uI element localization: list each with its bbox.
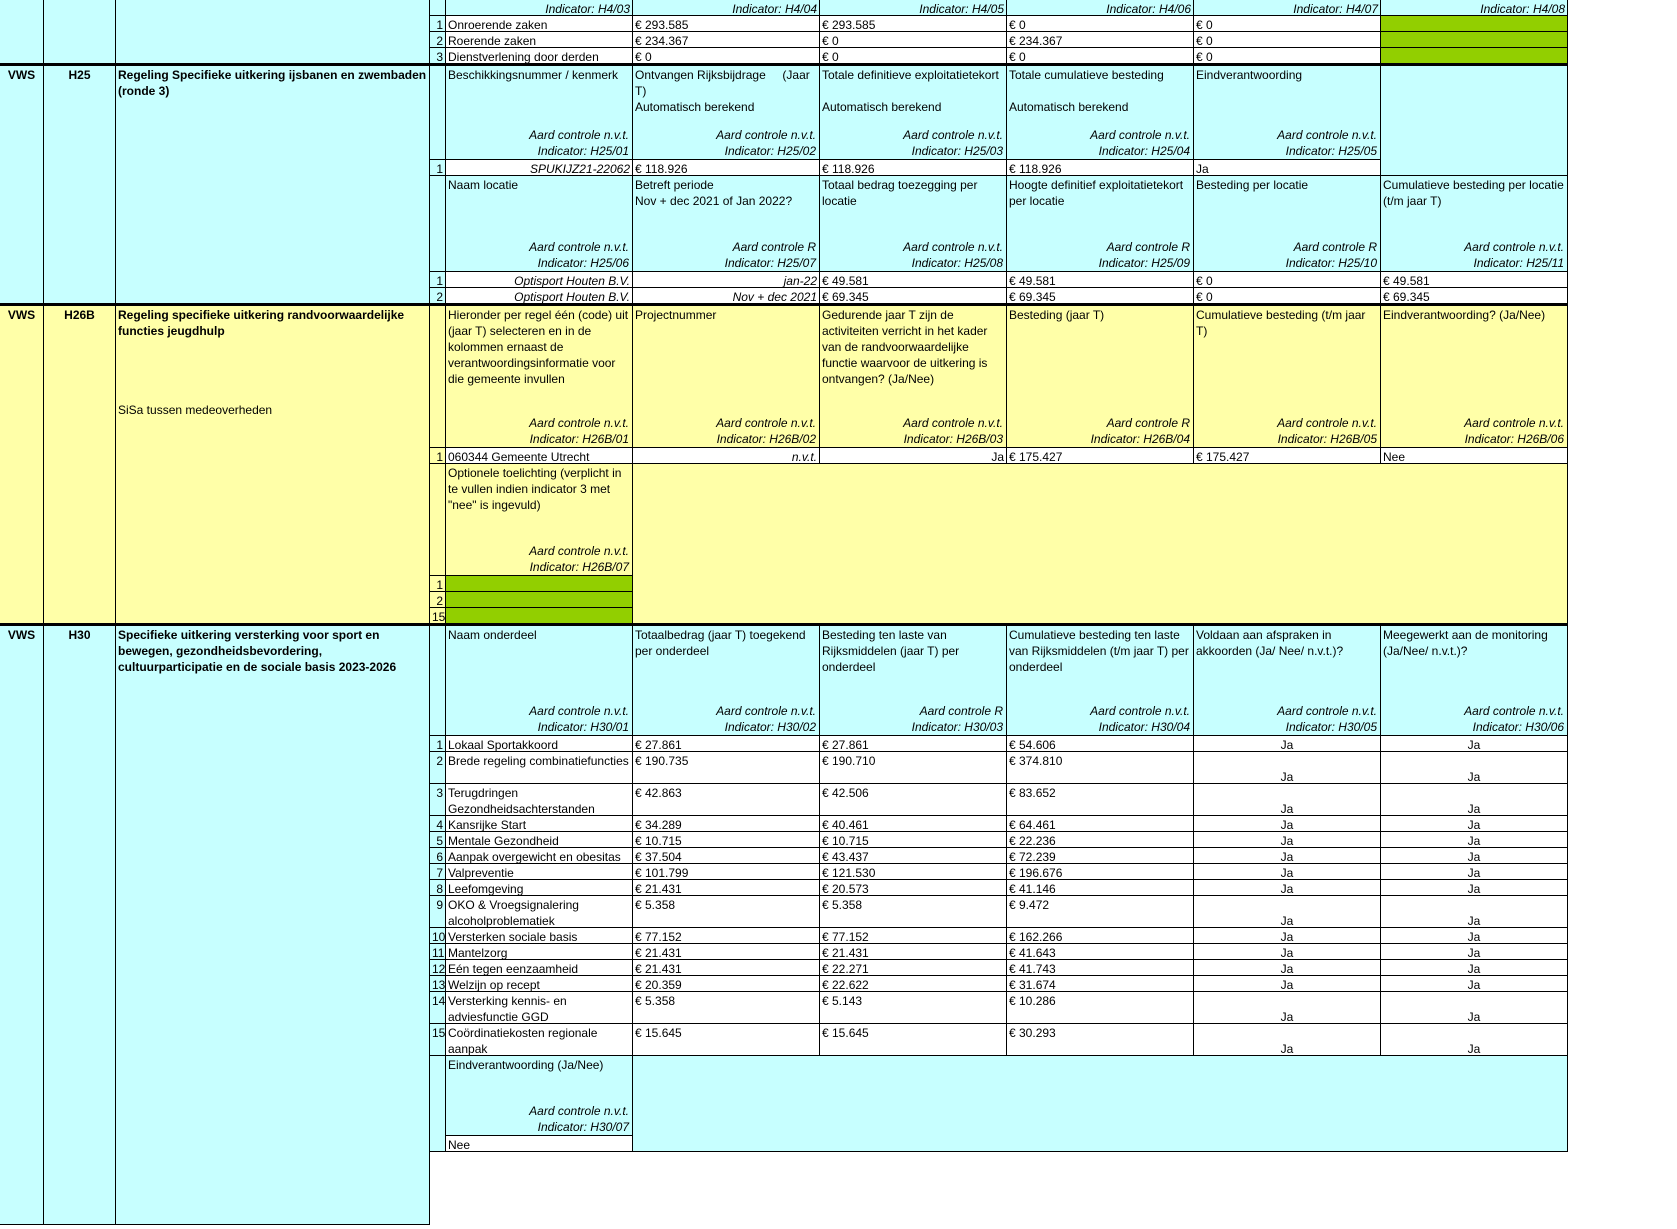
aard-controle: Aard controle n.v.t. [529,128,629,142]
value-cell[interactable]: € 43.437 [820,848,1007,864]
aard-controle: Aard controle R [1293,240,1377,254]
indicator-code: Indicator: H30/03 [911,720,1003,734]
indicator-code: Indicator: H26B/02 [716,432,816,446]
empty-area [633,464,1568,624]
row-number: 7 [430,864,446,880]
row-label: Versterken sociale basis [446,928,633,944]
row-number: 5 [430,832,446,848]
column-header: Besteding per locatie Aard controle R Indicator: H25/10 [1194,176,1381,272]
value-cell[interactable]: € 118.926 [633,160,820,176]
column-header: Totale definitieve exploitatietekort Automatisch berekend Aard controle n.v.t. Indicator: H25/03 [820,64,1007,160]
column-header: Betreft periode Nov + dec 2021 of Jan 2022? Aard controle R Indicator: H25/07 [633,176,820,272]
indicator-code: Indicator: H26B/03 [903,432,1003,446]
row-label: Onroerende zaken [446,16,633,32]
value-cell[interactable]: € 21.431 [633,960,820,976]
aard-controle: Aard controle R [1106,416,1190,430]
control-indicator [903,239,1003,271]
row-number: 8 [430,880,446,896]
value-cell[interactable]: Ja [1194,944,1381,960]
row-number: 13 [432,978,446,992]
row-number-spacer [430,0,446,16]
indicator-label: Indicator: H4/06 [1007,0,1194,16]
value-cell[interactable]: € 69.345 [1007,288,1194,304]
value-cell[interactable]: Ja [1381,960,1568,976]
row-number: 15 [432,610,446,624]
row-label: Versterking kennis- en adviesfunctie GGD [446,992,633,1024]
control-indicator [529,703,629,735]
aard-controle: Aard controle n.v.t. [529,544,629,558]
row-number: 1 [430,16,446,32]
control-indicator [1464,703,1564,735]
value-cell[interactable]: € 234.367 [633,32,820,48]
value-cell[interactable]: € 162.266 [1007,928,1194,944]
control-indicator [1286,239,1377,271]
row-number: 3 [430,48,446,64]
value-cell[interactable]: € 37.504 [633,848,820,864]
aard-controle: Aard controle n.v.t. [716,416,816,430]
column-header: Totaalbedrag (jaar T) toegekend per onderdeel Aard controle n.v.t. Indicator: H30/02 [633,624,820,736]
indicator-code: Indicator: H25/11 [1473,256,1564,270]
control-indicator [529,415,629,447]
input-cell-green[interactable] [446,592,633,608]
value-cell[interactable]: Optisport Houten B.V. [446,272,633,288]
value-cell[interactable]: Ja [1381,848,1568,864]
column-header: Naam locatie Aard controle n.v.t. Indicator: H25/06 [446,176,633,272]
value-cell[interactable]: € 374.810 [1007,752,1194,784]
control-indicator [529,127,629,159]
value-cell[interactable]: Ja [1194,736,1381,752]
value-cell[interactable]: € 15.645 [633,1024,820,1056]
aard-controle: Aard controle n.v.t. [1277,128,1377,142]
input-cell-green[interactable] [1381,32,1568,48]
row-number: 14 [430,992,446,1024]
value-cell[interactable]: € 83.652 [1007,784,1194,816]
aard-controle: Aard controle R [919,704,1003,718]
value-cell[interactable]: Ja [1381,944,1568,960]
section-code: H30 [44,624,116,1225]
value-cell[interactable]: € 77.152 [820,928,1007,944]
value-cell[interactable]: € 27.861 [820,736,1007,752]
value-cell[interactable]: € 10.715 [820,832,1007,848]
value-cell[interactable]: Ja [1381,784,1568,816]
row-label: OKO & Vroegsignalering alcoholproblematiek [446,896,633,928]
control-indicator [529,1103,629,1135]
column-header: Naam onderdeel Aard controle n.v.t. Indicator: H30/01 [446,624,633,736]
row-number: 2 [430,32,446,48]
indicator-code: Indicator: H26B/06 [1464,432,1564,446]
control-indicator [912,703,1003,735]
title-cell-h4 [116,0,430,64]
value-cell[interactable]: € 31.674 [1007,976,1194,992]
value-cell[interactable]: € 42.863 [633,784,820,816]
indicator-code: Indicator: H25/03 [911,144,1003,158]
control-indicator [529,239,629,271]
value-cell[interactable]: 060344 Gemeente Utrecht [446,448,633,464]
indicator-code: Indicator: H26B/04 [1090,432,1190,446]
value-cell[interactable]: Nee [446,1136,633,1152]
value-cell[interactable]: Ja [1381,752,1568,784]
value-cell[interactable]: € 40.461 [820,816,1007,832]
value-cell[interactable]: Ja [1381,832,1568,848]
row-number: 11 [432,946,445,960]
value-cell[interactable]: Ja [1194,848,1381,864]
indicator-code: Indicator: H30/01 [537,720,629,734]
ministry-label: VWS [0,624,44,1225]
control-indicator [1099,239,1190,271]
code-cell-h4 [44,0,116,64]
value-cell[interactable]: € 0 [1007,48,1194,64]
row-number: 12 [432,962,446,976]
column-header: Besteding (jaar T) Aard controle R Indicator: H26B/04 [1007,304,1194,448]
column-header: Eindverantwoording? (Ja/Nee) Aard controle n.v.t. Indicator: H26B/06 [1381,304,1568,448]
value-cell[interactable]: € 0 [1194,16,1381,32]
column-header: Totale cumulatieve besteding Automatisch berekend Aard controle n.v.t. Indicator: H25/04 [1007,64,1194,160]
value-cell[interactable]: € 41.743 [1007,960,1194,976]
value-cell[interactable]: € 49.581 [1007,272,1194,288]
control-indicator [1091,415,1190,447]
control-indicator [1464,415,1564,447]
row-label: Aanpak overgewicht en obesitas [446,848,633,864]
aard-controle: Aard controle n.v.t. [1277,704,1377,718]
control-indicator [716,415,816,447]
value-cell[interactable]: € 0 [1194,32,1381,48]
indicator-code: Indicator: H30/05 [1285,720,1377,734]
value-cell[interactable]: Ja [1194,1024,1381,1056]
row-number: 1 [430,160,446,176]
value-cell[interactable]: Ja [1194,960,1381,976]
indicator-code: Indicator: H30/02 [724,720,816,734]
value-cell[interactable]: Optisport Houten B.V. [446,288,633,304]
aard-controle: Aard controle R [1106,240,1190,254]
indicator-code: Indicator: H25/01 [537,144,629,158]
column-header: Hieronder per regel één (code) uit (jaar T) selecteren en in de kolommen ernaast de verantwoordingsinformatie voor die gemeente invullen Aard controle n.v.t. Indicator: H26B/01 [446,304,633,448]
value-cell[interactable]: € 64.461 [1007,816,1194,832]
aard-controle: Aard controle n.v.t. [529,704,629,718]
row-number: 1 [430,576,446,592]
value-cell[interactable]: € 234.367 [1007,32,1194,48]
value-cell[interactable]: Nee [1381,448,1568,464]
row-number-spacer [430,624,446,736]
aard-controle: Aard controle n.v.t. [716,704,816,718]
value-cell[interactable]: Ja [1194,160,1381,176]
row-number: 4 [430,816,446,832]
value-cell[interactable]: € 118.926 [1007,160,1194,176]
input-cell-green[interactable] [446,608,633,624]
value-cell[interactable]: Ja [1194,992,1381,1024]
indicator-label: Indicator: H4/05 [820,0,1007,16]
control-indicator [1464,239,1564,271]
indicator-code: Indicator: H25/10 [1285,256,1377,270]
row-number: 2 [430,752,446,784]
value-cell[interactable]: Ja [1381,816,1568,832]
value-cell[interactable]: SPUKIJZ21-22062 [446,160,633,176]
section-title: Regeling specifieke uitkering randvoorwaardelijke functies jeugdhulp SiSa tussen medeoverheden [116,304,430,624]
value-cell[interactable]: € 121.530 [820,864,1007,880]
row-label: Mentale Gezondheid [446,832,633,848]
control-indicator [1277,127,1377,159]
value-cell[interactable]: € 10.715 [633,832,820,848]
value-cell[interactable]: € 5.143 [820,992,1007,1024]
aard-controle: Aard controle n.v.t. [1090,128,1190,142]
control-indicator [529,543,629,575]
value-cell[interactable]: € 77.152 [633,928,820,944]
control-indicator [1090,703,1190,735]
value-cell[interactable]: € 175.427 [1007,448,1194,464]
column-header: Cumulatieve besteding ten laste van Rijksmiddelen (t/m jaar T) per onderdeel Aard controle n.v.t. Indicator: H30/04 [1007,624,1194,736]
value-cell[interactable]: Ja [1194,976,1381,992]
section-title: Regeling Specifieke uitkering ijsbanen en zwembaden (ronde 3) [116,64,430,304]
row-number: 2 [430,592,446,608]
row-number: 9 [430,896,446,928]
value-cell[interactable]: € 22.236 [1007,832,1194,848]
aard-controle: Aard controle n.v.t. [1464,704,1564,718]
row-label: Valpreventie [446,864,633,880]
control-indicator [725,239,816,271]
indicator-code: Indicator: H25/04 [1098,144,1190,158]
value-cell[interactable]: Ja [1194,928,1381,944]
ministry-cell-h4 [0,0,44,64]
row-label: Mantelzorg [446,944,633,960]
aard-controle: Aard controle n.v.t. [1090,704,1190,718]
control-indicator [903,127,1003,159]
column-header: Hoogte definitief exploitatietekort per locatie Aard controle R Indicator: H25/09 [1007,176,1194,272]
row-number: 1 [430,448,446,464]
value-cell[interactable]: € 0 [1194,272,1381,288]
value-cell[interactable]: € 190.710 [820,752,1007,784]
value-cell[interactable]: Ja [1194,784,1381,816]
value-cell[interactable]: Ja [1194,896,1381,928]
aard-controle: Aard controle n.v.t. [1464,240,1564,254]
indicator-code: Indicator: H25/07 [724,256,816,270]
aard-controle: Aard controle n.v.t. [1277,416,1377,430]
value-cell[interactable]: Ja [1381,880,1568,896]
ministry-label: VWS [0,304,44,624]
value-cell[interactable]: € 20.573 [820,880,1007,896]
value-cell[interactable]: € 41.643 [1007,944,1194,960]
row-label: Eén tegen eenzaamheid [446,960,633,976]
section-code: H26B [44,304,116,624]
value-cell[interactable]: € 49.581 [820,272,1007,288]
value-cell[interactable]: € 5.358 [820,896,1007,928]
value-cell[interactable]: Nov + dec 2021 [633,288,820,304]
row-number: 10 [432,930,446,944]
aard-controle: Aard controle n.v.t. [1464,416,1564,430]
value-cell[interactable]: € 20.359 [633,976,820,992]
section-code: H25 [44,64,116,304]
value-cell[interactable]: € 190.735 [633,752,820,784]
value-cell[interactable]: Ja [1381,896,1568,928]
row-label: Brede regeling combinatiefuncties [446,752,633,784]
value-cell[interactable]: € 196.676 [1007,864,1194,880]
column-header: Voldaan aan afspraken in akkoorden (Ja/ Nee/ n.v.t.)? Aard controle n.v.t. Indicator: H30/05 [1194,624,1381,736]
indicator-code: Indicator: H25/05 [1285,144,1377,158]
value-cell[interactable]: € 69.345 [1381,288,1568,304]
value-cell[interactable]: € 101.799 [633,864,820,880]
value-cell[interactable]: € 69.345 [820,288,1007,304]
row-label: Welzijn op recept [446,976,633,992]
row-number-spacer [430,304,446,448]
column-header: Ontvangen Rijksbijdrage (Jaar T) Automatisch berekend Aard controle n.v.t. Indicator: H25/02 [633,64,820,160]
value-cell[interactable]: € 21.431 [820,944,1007,960]
row-number: 15 [430,1024,446,1056]
value-cell[interactable]: Ja [1381,992,1568,1024]
control-indicator [1090,127,1190,159]
row-number-spacer [430,1056,446,1152]
value-cell[interactable]: Ja [1194,880,1381,896]
value-cell[interactable]: € 0 [820,48,1007,64]
column-header: Besteding ten laste van Rijksmiddelen (jaar T) per onderdeel Aard controle R Indicator: H30/03 [820,624,1007,736]
value-cell[interactable]: € 21.431 [633,880,820,896]
control-indicator [716,703,816,735]
row-label: Roerende zaken [446,32,633,48]
indicator-code: Indicator: H30/04 [1098,720,1190,734]
control-indicator [1277,415,1377,447]
value-cell[interactable]: Ja [1381,1024,1568,1056]
value-cell[interactable]: € 41.146 [1007,880,1194,896]
value-cell[interactable]: € 0 [820,32,1007,48]
indicator-code: Indicator: H25/08 [911,256,1003,270]
row-label: Kansrijke Start [446,816,633,832]
indicator-label: Indicator: H4/03 [446,0,633,16]
value-cell[interactable]: € 22.622 [820,976,1007,992]
column-header: Cumulatieve besteding (t/m jaar T) Aard controle n.v.t. Indicator: H26B/05 [1194,304,1381,448]
column-header: Gedurende jaar T zijn de activiteiten verricht in het kader van de randvoorwaardelijke functie waarvoor de uitkering is ontvangen? (Ja/Nee) Aard controle n.v.t. Indicator: H26B/03 [820,304,1007,448]
value-cell[interactable]: € 72.239 [1007,848,1194,864]
row-label: Dienstverlening door derden [446,48,633,64]
value-cell[interactable]: Ja [820,448,1007,464]
value-cell[interactable]: Ja [1194,864,1381,880]
ministry-label: VWS [0,64,44,304]
column-header: Beschikkingsnummer / kenmerk Aard controle n.v.t. Indicator: H25/01 [446,64,633,160]
value-cell[interactable]: € 175.427 [1194,448,1381,464]
value-cell[interactable]: € 27.861 [633,736,820,752]
value-cell[interactable]: € 293.585 [633,16,820,32]
indicator-code: Indicator: H30/07 [537,1120,629,1134]
aard-controle: Aard controle n.v.t. [529,416,629,430]
aard-controle: Aard controle n.v.t. [529,240,629,254]
value-cell[interactable]: € 21.431 [633,944,820,960]
row-number: 3 [430,784,446,816]
value-cell[interactable]: € 0 [633,48,820,64]
row-number: 1 [430,272,446,288]
column-header: Eindverantwoording Aard controle n.v.t. Indicator: H25/05 [1194,64,1381,160]
row-number: 6 [430,848,446,864]
value-cell[interactable]: € 22.271 [820,960,1007,976]
row-label: Coördinatiekosten regionale aanpak [446,1024,633,1056]
aard-controle: Aard controle n.v.t. [903,416,1003,430]
value-cell[interactable]: Ja [1194,832,1381,848]
indicator-code: Indicator: H26B/07 [529,560,629,574]
column-header: Projectnummer Aard controle n.v.t. Indicator: H26B/02 [633,304,820,448]
row-number-spacer [430,176,446,272]
column-header: Cumulatieve besteding per locatie (t/m jaar T) Aard controle n.v.t. Indicator: H25/11 [1383,178,1568,270]
column-header: Eindverantwoording (Ja/Nee) Aard controle n.v.t. Indicator: H30/07 [446,1056,633,1136]
row-label: Leefomgeving [446,880,633,896]
value-cell[interactable]: € 118.926 [820,160,1007,176]
value-cell[interactable]: € 15.645 [820,1024,1007,1056]
indicator-label: Indicator: H4/04 [633,0,820,16]
aard-controle: Aard controle n.v.t. [529,1104,629,1118]
value-cell[interactable]: € 0 [1194,288,1381,304]
indicator-code: Indicator: H25/02 [724,144,816,158]
value-cell[interactable]: jan-22 [633,272,820,288]
indicator-label: Indicator: H4/08 [1381,0,1568,16]
row-number-spacer [430,464,446,576]
value-cell[interactable]: € 5.358 [633,992,820,1024]
value-cell[interactable]: € 54.606 [1007,736,1194,752]
aard-controle: Aard controle R [732,240,816,254]
column-header: Meegewerkt aan de monitoring (Ja/Nee/ n.v.t.)? Aard controle n.v.t. Indicator: H30/06 [1381,624,1568,736]
value-cell[interactable]: € 0 [1194,48,1381,64]
aard-controle: Aard controle n.v.t. [903,128,1003,142]
row-label: Lokaal Sportakkoord [446,736,633,752]
value-cell[interactable]: € 49.581 [1381,272,1568,288]
indicator-code: Indicator: H25/06 [537,256,629,270]
control-indicator [903,415,1003,447]
input-cell-green[interactable] [1381,48,1568,64]
value-cell[interactable]: € 9.472 [1007,896,1194,928]
value-cell[interactable]: Ja [1194,816,1381,832]
value-cell[interactable]: € 10.286 [1007,992,1194,1024]
indicator-label: Indicator: H4/07 [1194,0,1381,16]
value-cell[interactable]: Ja [1381,928,1568,944]
value-cell[interactable]: Ja [1381,976,1568,992]
aard-controle: Aard controle n.v.t. [903,240,1003,254]
empty-area [633,1056,1568,1152]
row-label: Terugdringen Gezondheidsachterstanden [446,784,633,816]
column-header: Optionele toelichting (verplicht in te vullen indien indicator 3 met "nee" is ingevuld) Aard controle n.v.t. Indicator: H26B/07 [446,464,633,576]
column-header: Totaal bedrag toezegging per locatie Aard controle n.v.t. Indicator: H25/08 [820,176,1007,272]
indicator-code: Indicator: H30/06 [1472,720,1564,734]
section-title: Specifieke uitkering versterking voor sport en bewegen, gezondheidsbevordering, cultuurparticipatie en de sociale basis 2023-2026 [116,624,430,1225]
value-cell[interactable]: € 0 [1007,16,1194,32]
value-cell[interactable]: Ja [1194,752,1381,784]
value-cell[interactable]: € 30.293 [1007,1024,1194,1056]
value-cell[interactable]: n.v.t. [633,448,820,464]
row-number: 1 [430,736,446,752]
aard-controle: Aard controle n.v.t. [716,128,816,142]
input-cell-green[interactable] [446,576,633,592]
value-cell[interactable]: € 293.585 [820,16,1007,32]
control-indicator [1277,703,1377,735]
row-number: 2 [430,288,446,304]
indicator-code: Indicator: H26B/05 [1277,432,1377,446]
value-cell[interactable]: Ja [1381,736,1568,752]
sisa-note: SiSa tussen medeoverheden [118,403,273,417]
value-cell[interactable]: € 34.289 [633,816,820,832]
indicator-code: Indicator: H26B/01 [529,432,629,446]
indicator-code: Indicator: H25/09 [1098,256,1190,270]
control-indicator [716,127,816,159]
empty-header [1381,64,1568,176]
row-number-spacer [430,64,446,160]
value-cell[interactable]: € 5.358 [633,896,820,928]
input-cell-green[interactable] [1381,16,1568,32]
value-cell[interactable]: € 42.506 [820,784,1007,816]
value-cell[interactable]: Ja [1381,864,1568,880]
